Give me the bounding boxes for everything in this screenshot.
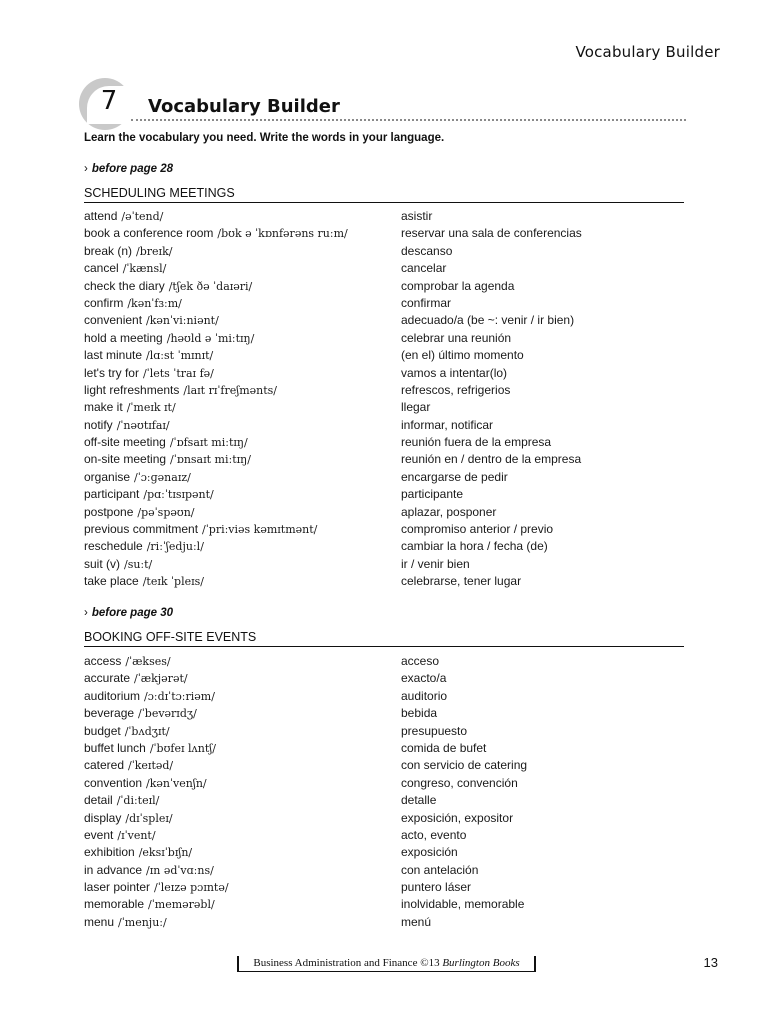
vocab-entry xyxy=(84,330,684,347)
vocab-term xyxy=(84,260,166,277)
vocab-pronunciation: /ˈmemərəbl/ xyxy=(148,898,215,912)
vocab-term xyxy=(84,208,163,225)
vocab-word: menu xyxy=(84,914,115,929)
vocab-pronunciation: /ˈbʊfeɪ lʌntʃ/ xyxy=(149,741,216,755)
vocab-word: cancel xyxy=(84,261,119,276)
vocab-word: notify xyxy=(84,417,113,432)
vocab-pronunciation: /ˈlets ˈtraɪ fə/ xyxy=(142,366,214,380)
section-heading-scheduling: SCHEDULING MEETINGS xyxy=(84,186,684,203)
vocab-pronunciation: /ˈpriːviəs kəmɪtmənt/ xyxy=(202,523,318,537)
vocab-translation: con antelación xyxy=(401,862,479,877)
vocab-word: event xyxy=(84,827,114,842)
vocab-word: auditorium xyxy=(84,688,141,703)
vocab-word: take place xyxy=(84,574,139,589)
vocab-pronunciation: /ˈnəʊtɪfaɪ/ xyxy=(116,418,170,432)
page-number: 13 xyxy=(703,955,718,970)
vocab-pronunciation: /teɪk ˈpleɪs/ xyxy=(142,575,204,589)
vocab-entry xyxy=(84,278,684,295)
vocab-translation: ir / venir bien xyxy=(401,556,470,571)
vocab-word: last minute xyxy=(84,348,143,363)
vocab-translation: acceso xyxy=(401,654,440,668)
vocab-translation: exacto/a xyxy=(401,671,447,686)
vocab-pronunciation: /ˈækjərət/ xyxy=(134,672,188,686)
section-marker-2: › before page 30 xyxy=(84,607,174,619)
vocab-translation: compromiso anterior / previo xyxy=(401,522,554,537)
vocab-translation: asistir xyxy=(401,209,433,223)
vocab-translation: inolvidable, memorable xyxy=(401,897,525,912)
vocab-entry xyxy=(84,365,684,382)
vocab-entry xyxy=(84,382,684,399)
vocab-term xyxy=(84,670,188,687)
vocab-term xyxy=(84,844,192,861)
vocab-pronunciation: /ˈɔːɡənaɪz/ xyxy=(134,470,191,484)
vocab-translation: cancelar xyxy=(401,261,447,276)
vocab-term xyxy=(84,862,214,879)
vocab-word: beverage xyxy=(84,706,135,721)
vocab-pronunciation: /dɪˈspleɪ/ xyxy=(125,811,173,825)
vocab-entry xyxy=(84,914,684,931)
vocab-word: memorable xyxy=(84,897,145,912)
vocab-pronunciation: /ˈbʌdʒɪt/ xyxy=(124,724,170,738)
vocab-translation: auditorio xyxy=(401,688,448,703)
vocab-entry xyxy=(84,705,684,722)
vocab-entry xyxy=(84,573,684,590)
vocab-translation: vamos a intentar(lo) xyxy=(401,365,508,380)
vocab-entry xyxy=(84,844,684,861)
vocab-pronunciation: /ˈmenjuː/ xyxy=(118,915,167,929)
vocab-translation: exposición xyxy=(401,845,458,860)
vocab-term xyxy=(84,504,194,521)
vocab-translation: congreso, convención xyxy=(401,775,518,790)
vocab-term xyxy=(84,573,204,590)
vocab-term xyxy=(84,347,213,364)
vocab-word: catered xyxy=(84,758,125,773)
vocab-term xyxy=(84,827,156,844)
vocab-translation: bebida xyxy=(401,706,438,721)
vocab-word: accurate xyxy=(84,671,131,686)
vocab-word: on-site meeting xyxy=(84,452,167,467)
vocab-word: previous commitment xyxy=(84,522,199,537)
vocab-term xyxy=(84,792,159,809)
vocab-pronunciation: /suːt/ xyxy=(124,557,153,571)
vocab-term xyxy=(84,312,219,329)
vocab-term xyxy=(84,723,170,740)
vocab-pronunciation: /tʃek ðə ˈdaɪəri/ xyxy=(168,279,253,293)
vocab-word: make it xyxy=(84,400,123,415)
vocab-term xyxy=(84,757,173,774)
vocab-pronunciation: /pɑːˈtɪsɪpənt/ xyxy=(143,488,214,502)
vocab-word: convenient xyxy=(84,313,143,328)
vocab-term xyxy=(84,486,214,503)
vocab-word: organise xyxy=(84,469,131,484)
vocab-translation: descanso xyxy=(401,243,453,258)
vocab-pronunciation: /ɪˈvent/ xyxy=(117,828,156,842)
vocab-entry xyxy=(84,775,684,792)
vocab-translation: reservar una sala de conferencias xyxy=(401,226,582,241)
vocab-translation: puntero láser xyxy=(401,880,472,895)
vocab-entry xyxy=(84,399,684,416)
vocab-pronunciation: /breɪk/ xyxy=(136,244,173,258)
vocab-translation: presupuesto xyxy=(401,723,468,738)
vocab-word: access xyxy=(84,654,122,668)
vocab-entry xyxy=(84,862,684,879)
vocab-word: budget xyxy=(84,723,121,738)
vocab-word: break (n) xyxy=(84,243,133,258)
vocab-translation: confirmar xyxy=(401,295,452,310)
vocab-entry xyxy=(84,879,684,896)
vocab-entry xyxy=(84,810,684,827)
vocab-word: reschedule xyxy=(84,539,143,554)
vocab-term xyxy=(84,653,171,670)
vocab-word: hold a meeting xyxy=(84,330,163,345)
vocab-translation: celebrarse, tener lugar xyxy=(401,574,522,589)
vocab-translation: cambiar la hora / fecha (de) xyxy=(401,539,548,554)
vocab-word: exhibition xyxy=(84,845,135,860)
vocab-translation: adecuado/a (be ~: venir / ir bien) xyxy=(401,313,575,328)
vocab-entry xyxy=(84,295,684,312)
vocab-list-booking xyxy=(84,653,684,931)
vocab-entry xyxy=(84,451,684,468)
vocab-pronunciation: /kənˈfɜːm/ xyxy=(127,296,182,310)
vocab-word: suit (v) xyxy=(84,556,120,571)
vocab-term xyxy=(84,688,215,705)
vocab-pronunciation: /lɑːst ˈmɪnɪt/ xyxy=(146,349,214,363)
vocab-pronunciation: /ˈleɪzə pɔɪntə/ xyxy=(154,881,229,895)
vocab-entry xyxy=(84,723,684,740)
vocab-pronunciation: /ˈmeɪk ɪt/ xyxy=(126,401,176,415)
vocab-pronunciation: /ˈækses/ xyxy=(125,655,171,668)
vocab-term xyxy=(84,469,191,486)
vocab-translation: (en el) último momento xyxy=(401,348,524,363)
vocab-term xyxy=(84,896,215,913)
vocab-pronunciation: /ɪn ədˈvɑːns/ xyxy=(146,863,214,877)
vocab-term xyxy=(84,295,182,312)
vocab-pronunciation: /eksɪˈbɪʃn/ xyxy=(138,846,193,860)
vocab-translation: participante xyxy=(401,487,464,502)
vocab-pronunciation: /ˈɒfsaɪt miːtɪŋ/ xyxy=(169,436,248,450)
vocab-translation: celebrar una reunión xyxy=(401,330,512,345)
vocab-pronunciation: /əˈtend/ xyxy=(121,210,164,223)
vocab-entry xyxy=(84,243,684,260)
vocab-word: buffet lunch xyxy=(84,740,146,755)
chapter-title: Vocabulary Builder xyxy=(148,96,340,117)
vocab-word: postpone xyxy=(84,504,134,519)
vocab-list-scheduling xyxy=(84,208,684,591)
vocab-translation: menú xyxy=(401,914,432,929)
vocab-pronunciation: /kənˈviːniənt/ xyxy=(146,314,219,328)
vocab-term xyxy=(84,879,229,896)
vocab-word: check the diary xyxy=(84,278,165,293)
vocab-word: let's try for xyxy=(84,365,139,380)
chevron-right-icon: › xyxy=(84,163,88,175)
vocab-word: attend xyxy=(84,209,118,223)
vocab-entry xyxy=(84,417,684,434)
vocab-term xyxy=(84,810,173,827)
vocab-term xyxy=(84,521,317,538)
vocab-entry xyxy=(84,670,684,687)
vocab-translation: reunión fuera de la empresa xyxy=(401,435,552,450)
vocab-translation: con servicio de catering xyxy=(401,758,528,773)
vocab-term xyxy=(84,382,277,399)
vocab-term xyxy=(84,914,167,931)
vocab-term xyxy=(84,538,204,555)
vocab-entry xyxy=(84,469,684,486)
vocab-term xyxy=(84,417,170,434)
vocab-entry xyxy=(84,653,684,670)
vocab-term xyxy=(84,451,251,468)
chapter-number: 7 xyxy=(100,86,118,116)
vocab-term xyxy=(84,330,254,347)
section-heading-booking: BOOKING OFF-SITE EVENTS xyxy=(84,630,684,647)
vocab-term xyxy=(84,243,172,260)
vocab-word: laser pointer xyxy=(84,880,151,895)
vocab-term xyxy=(84,365,214,382)
vocab-entry xyxy=(84,225,684,242)
vocab-entry xyxy=(84,688,684,705)
vocab-pronunciation: /riːˈʃedjuːl/ xyxy=(146,540,204,554)
vocab-term xyxy=(84,278,252,295)
vocab-term xyxy=(84,740,216,757)
vocab-entry xyxy=(84,347,684,364)
vocab-term xyxy=(84,434,248,451)
vocab-entry xyxy=(84,208,684,225)
vocab-entry xyxy=(84,896,684,913)
vocab-entry xyxy=(84,521,684,538)
chevron-right-icon: › xyxy=(84,607,88,619)
vocab-translation: refrescos, refrigerios xyxy=(401,382,511,397)
vocab-entry xyxy=(84,538,684,555)
vocab-entry xyxy=(84,740,684,757)
vocab-word: book a conference room xyxy=(84,226,214,241)
vocab-pronunciation: /həʊld ə ˈmiːtɪŋ/ xyxy=(166,331,255,345)
vocab-entry xyxy=(84,434,684,451)
vocab-translation: aplazar, posponer xyxy=(401,504,497,519)
vocab-entry xyxy=(84,504,684,521)
vocab-translation: comida de bufet xyxy=(401,740,487,755)
vocab-pronunciation: /ˈkeɪtəd/ xyxy=(128,759,174,773)
vocab-entry xyxy=(84,556,684,573)
vocab-pronunciation: /bʊk ə ˈkɒnfərəns ruːm/ xyxy=(217,227,348,241)
vocab-entry xyxy=(84,792,684,809)
vocab-word: display xyxy=(84,810,122,825)
vocab-word: confirm xyxy=(84,295,124,310)
vocab-translation: reunión en / dentro de la empresa xyxy=(401,452,582,467)
vocab-pronunciation: /laɪt rɪˈfreʃmənts/ xyxy=(183,383,278,397)
vocab-term xyxy=(84,399,176,416)
vocab-word: detail xyxy=(84,793,113,808)
section-marker-1: › before page 28 xyxy=(84,163,174,175)
vocab-word: in advance xyxy=(84,862,143,877)
vocab-term xyxy=(84,225,348,242)
vocab-entry xyxy=(84,260,684,277)
vocab-entry xyxy=(84,757,684,774)
vocab-translation: detalle xyxy=(401,793,437,808)
vocab-translation: comprobar la agenda xyxy=(401,278,515,293)
vocab-translation: acto, evento xyxy=(401,827,467,842)
title-divider xyxy=(131,119,686,121)
vocab-term xyxy=(84,556,152,573)
vocab-word: convention xyxy=(84,775,143,790)
vocab-pronunciation: /ˈɒnsaɪt miːtɪŋ/ xyxy=(170,453,251,467)
vocab-entry xyxy=(84,827,684,844)
footer-credit: Business Administration and Finance ©13 Burlington Books xyxy=(237,956,536,972)
vocab-term xyxy=(84,775,207,792)
vocab-entry xyxy=(84,312,684,329)
vocab-word: participant xyxy=(84,487,140,502)
vocab-translation: exposición, expositor xyxy=(401,810,514,825)
vocab-pronunciation: /ɔːdɪˈtɔːriəm/ xyxy=(144,689,215,703)
vocab-entry xyxy=(84,486,684,503)
vocab-pronunciation: /ˈbevərɪdʒ/ xyxy=(138,707,197,721)
vocab-term xyxy=(84,705,197,722)
vocab-translation: llegar xyxy=(401,400,431,415)
intro-instructions: Learn the vocabulary you need. Write the words in your language. xyxy=(84,132,445,144)
vocab-pronunciation: /pəˈspəʊn/ xyxy=(137,505,195,519)
vocab-translation: informar, notificar xyxy=(401,417,494,432)
running-header-title: Vocabulary Builder xyxy=(575,43,720,61)
vocab-pronunciation: /ˈdiːteɪl/ xyxy=(116,794,160,808)
vocab-word: off-site meeting xyxy=(84,435,166,450)
vocab-pronunciation: /ˈkænsl/ xyxy=(122,262,167,276)
vocab-pronunciation: /kənˈvenʃn/ xyxy=(146,776,207,790)
vocab-word: light refreshments xyxy=(84,382,180,397)
vocab-translation: encargarse de pedir xyxy=(401,469,508,484)
